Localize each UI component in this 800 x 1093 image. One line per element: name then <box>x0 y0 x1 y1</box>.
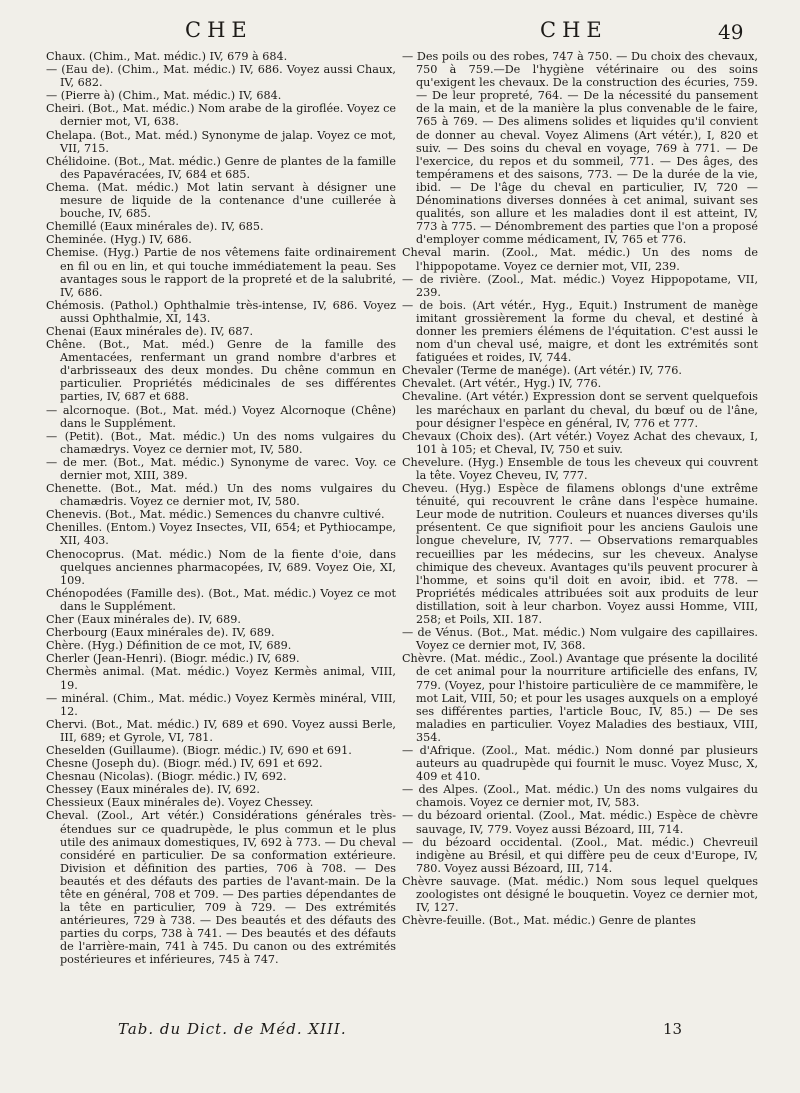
index-entry: Cherbourg (Eaux minérales de). IV, 689. <box>46 626 275 640</box>
index-entry: — de rivière. (Zool., Mat. médic.) Voyez Hippopotame, VII, 239. <box>402 272 758 299</box>
index-entry: Chessey (Eaux minérales de). IV, 692. <box>46 783 260 797</box>
index-entry: Chevelure. (Hyg.) Ensemble de tous les cheveux qui couvrent la tête. Voyez Cheveu, IV, 777. <box>402 455 758 482</box>
index-entry: Chema. (Mat. médic.) Mot latin servant à désigner une mesure de liquide de la contenance d'une cuillerée à bouche, IV, 685. <box>46 180 396 221</box>
signature-mark: Tab. du Dict. de Méd. XIII. <box>118 1020 347 1038</box>
folio-number: 13 <box>663 1020 683 1038</box>
running-header <box>0 18 800 48</box>
index-entry: — des Alpes. (Zool., Mat. médic.) Un des noms vulgaires du chamois. Voyez ce dernier mot, IV, 583. <box>402 783 758 810</box>
index-entry: Chemillé (Eaux minérales de). IV, 685. <box>46 220 264 234</box>
index-entry: Chêne. (Bot., Mat. méd.) Genre de la famille des Amentacées, renfermant un grand nombre d'arbres et d'arbrisseaux des deux mondes. Du chêne commun en particulier. Propriétés médicinales de ses différentes parties, IV, 687 et 688. <box>46 338 396 404</box>
index-entry: Chaux. (Chim., Mat. médic.) IV, 679 à 684. <box>46 50 288 63</box>
index-entry: Chère. (Hyg.) Définition de ce mot, IV, 689. <box>46 639 292 653</box>
index-entry: Chèvre-feuille. (Bot., Mat. médic.) Genre de plantes <box>402 914 696 928</box>
header-right-word: CHE <box>540 18 608 42</box>
index-entry: Cheminée. (Hyg.) IV, 686. <box>46 233 192 247</box>
index-entry: — d'Afrique. (Zool., Mat. médic.) Nom donné par plusieurs auteurs au quadrupède qui fournit le musc. Voyez Musc, X, 409 et 410. <box>402 743 758 784</box>
index-entry: — (Petit). (Bot., Mat. médic.) Un des noms vulgaires du chamædrys. Voyez ce dernier mot, IV, 580. <box>46 429 396 456</box>
index-entry: — minéral. (Chim., Mat. médic.) Voyez Kermès minéral, VIII, 12. <box>46 691 396 718</box>
index-entry: Chenai (Eaux minérales de). IV, 687. <box>46 324 254 338</box>
index-entry: Cher (Eaux minérales de). IV, 689. <box>46 613 241 627</box>
index-entry: Chémosis. (Pathol.) Ophthalmie très-intense, IV, 686. Voyez aussi Ophthalmie, XI, 143. <box>46 298 396 325</box>
index-entry: Cheiri. (Bot., Mat. médic.) Nom arabe de la giroflée. Voyez ce dernier mot, VI, 638. <box>46 102 396 129</box>
index-entry: Chemise. (Hyg.) Partie de nos vêtemens faite ordinairement en fil ou en lin, et qui touche immédiatement la peau. Ses avantages sous le rapport de la propreté et de la salubrité, IV, 686. <box>46 246 396 299</box>
right-column <box>402 50 758 927</box>
index-entry: Chenilles. (Entom.) Voyez Insectes, VII, 654; et Pythiocampe, XII, 403. <box>46 521 396 548</box>
index-entry: Chenocoprus. (Mat. médic.) Nom de la fiente d'oie, dans quelques anciennes pharmacopées, IV, 689. Voyez Oie, XI, 109. <box>46 547 396 587</box>
index-entry: — de bois. (Art vétér., Hyg., Equit.) Instrument de manège imitant grossièrement la forme du cheval, et destiné à donner les premiers élémens de l'équitation. C'est aussi le nom d'un cheval usé, maigre, et dont les extrémités sont fatiguées et roides, IV, 744. <box>402 298 758 365</box>
index-entry: — du bézoard occidental. (Zool., Mat. médic.) Chevreuil indigène au Brésil, et qui diffère peu de ceux d'Europe, IV, 780. Voyez aussi Bézoard, III, 714. <box>402 835 758 875</box>
index-entry: — de mer. (Bot., Mat. médic.) Synonyme de varec. Voy. ce dernier mot, XIII, 389. <box>46 455 396 482</box>
page-footer <box>0 1020 800 1044</box>
index-entry: — du bézoard oriental. (Zool., Mat. médic.) Espèce de chèvre sauvage, IV, 779. Voyez aussi Bézoard, III, 714. <box>402 809 758 836</box>
index-entry: Chèvre. (Mat. médic., Zool.) Avantage que présente la docilité de cet animal pour la nourriture artificielle des enfans, IV, 779. (Voyez, pour l'histoire particulière de ce mammifère, le mot Lait, VIII, 50; et pour les usages auxquels on a employé ses différentes parties, l'article Bouc, IV, 85.) — De ses maladies en particulier. Voyez Maladies des bestiaux, VIII, 354. <box>402 652 759 744</box>
index-entry: Chervi. (Bot., Mat. médic.) IV, 689 et 690. Voyez aussi Berle, III, 689; et Gyrole, VI, 781. <box>46 717 396 744</box>
index-entry: — alcornoque. (Bot., Mat. méd.) Voyez Alcornoque (Chêne) dans le Supplément. <box>46 403 396 430</box>
index-entry: Chevaux (Choix des). (Art vétér.) Voyez Achat des chevaux, I, 101 à 105; et Cheval, IV, 750 et suiv. <box>402 429 758 456</box>
index-entry: Chélidoine. (Bot., Mat. médic.) Genre de plantes de la famille des Papavéracées, IV, 684 et 685. <box>46 154 396 181</box>
index-entry: Chénopodées (Famille des). (Bot., Mat. médic.) Voyez ce mot dans le Supplément. <box>46 586 396 613</box>
index-entry: Chenette. (Bot., Mat. méd.) Un des noms vulgaires du chamædris. Voyez ce dernier mot, IV, 580. <box>46 482 396 509</box>
page-number: 49 <box>718 20 744 44</box>
index-entry: Chesne (Joseph du). (Biogr. méd.) IV, 691 et 692. <box>46 757 323 771</box>
index-entry: Chermès animal. (Mat. médic.) Voyez Kermès animal, VIII, 19. <box>46 665 396 692</box>
index-entry: Chevaline. (Art vétér.) Expression dont se servent quelquefois les maréchaux en parlant du cheval, du bœuf ou de l'âne, pour désigner l'espèce en général, IV, 776 et 777. <box>402 390 758 430</box>
index-entry: Chesnau (Nicolas). (Biogr. médic.) IV, 692. <box>46 770 287 784</box>
index-entry: Chelapa. (Bot., Mat. méd.) Synonyme de jalap. Voyez ce mot, VII, 715. <box>46 128 396 155</box>
index-entry: Cheval. (Zool., Art vétér.) Considérations générales très-étendues sur ce quadrupède, le plus commun et le plus utile des animaux domestiques, IV, 692 à 773. — Du cheval considéré en particulier. De sa conformation extérieure. Division et définition des parties, 706 à 708. — Des beautés et des défauts des parties de l'avant-main. De la tête en général, 708 et 709. — Des parties dépendantes de la tête en particulier, 709 à 729. — Des extrémités antérieures, 729 à 738. — Des beautés et des défauts des parties du corps, 738 à 741. — Des beautés et des défauts de l'arrière-main, 741 à 745. Du canon ou des extrémités postérieures et inférieures, 745 à 747. <box>46 809 396 967</box>
index-entry: — Des poils ou des robes, 747 à 750. — Du choix des chevaux, 750 à 759.—De l'hygiène vétérinaire ou des soins qu'exigent les chevaux. De la construction des écuries, 759. — De leur propreté, 764. — De la nécessité du pansement de la main, et de la manière la plus convenable de le faire, 765 à 769. — Des alimens solides et liquides qu'il convient de donner au cheval. Voyez Alimens (Art vétér.), I, 820 et suiv. — Des soins du cheval en voyage, 769 à 771. — De l'exercice, du repos et du sommeil, 771. — Des âges, des tempéramens et des saisons, 773. — De la durée de la vie, ibid. — De l'âge du cheval en particulier, IV, 720 — Dénominations diverses données à cet animal, suivant ses qualités, son allure et les maladies dont il est atteint, IV, 773 à 775. — Dénombrement des parties que l'on a proposé d'employer comme médicament, IV, 765 et 776. <box>402 50 758 247</box>
index-entry: Chevalet. (Art vétér., Hyg.) IV, 776. <box>402 377 602 391</box>
index-entry: Cheval marin. (Zool., Mat. médic.) Un des noms de l'hippopotame. Voyez ce dernier mot, VII, 239. <box>402 246 758 273</box>
index-entry: — (Pierre à) (Chim., Mat. médic.) IV, 684. <box>46 89 282 103</box>
index-entry: — (Eau de). (Chim., Mat. médic.) IV, 686. Voyez aussi Chaux, IV, 682. <box>46 63 396 90</box>
index-entry: Chessieux (Eaux minérales de). Voyez Chessey. <box>46 796 314 810</box>
header-left-word: CHE <box>185 18 253 42</box>
left-column <box>46 50 396 967</box>
index-entry: — de Vénus. (Bot., Mat. médic.) Nom vulgaire des capillaires. Voyez ce dernier mot, IV, 368. <box>402 626 758 653</box>
index-entry: Chèvre sauvage. (Mat. médic.) Nom sous lequel quelques zoologistes ont désigné le bouquetin. Voyez ce dernier mot, IV, 127. <box>402 874 758 915</box>
index-entry: Chevaler (Terme de manége). (Art vétér.) IV, 776. <box>402 364 682 378</box>
index-entry: Cheselden (Guillaume). (Biogr. médic.) IV, 690 et 691. <box>46 743 352 757</box>
index-entry: Cheveu. (Hyg.) Espèce de filamens oblongs d'une extrême ténuité, qui recouvrent le crâne dans l'espèce humaine. Leur mode de nutrition. Couleurs et nuances diverses qu'ils présentent. Ce que signifioit pour les anciens Gaulois une longue chevelure, IV, 777. — Observations remarquables recueillies par les médecins, sur les cheveux. Analyse chimique des cheveux. Avantages qu'ils peuvent procurer à l'homme, et soins qu'il doit en avoir, ibid. et 778. — Propriétés médicales attribuées soit aux produits de leur distillation, soit à leur charbon. Voyez aussi Homme, VIII, 258; et Poils, XII. 187. <box>402 482 758 627</box>
index-entry: Chenevis. (Bot., Mat. médic.) Semences du chanvre cultivé. <box>46 508 385 522</box>
index-entry: Cherler (Jean-Henri). (Biogr. médic.) IV, 689. <box>46 652 300 666</box>
